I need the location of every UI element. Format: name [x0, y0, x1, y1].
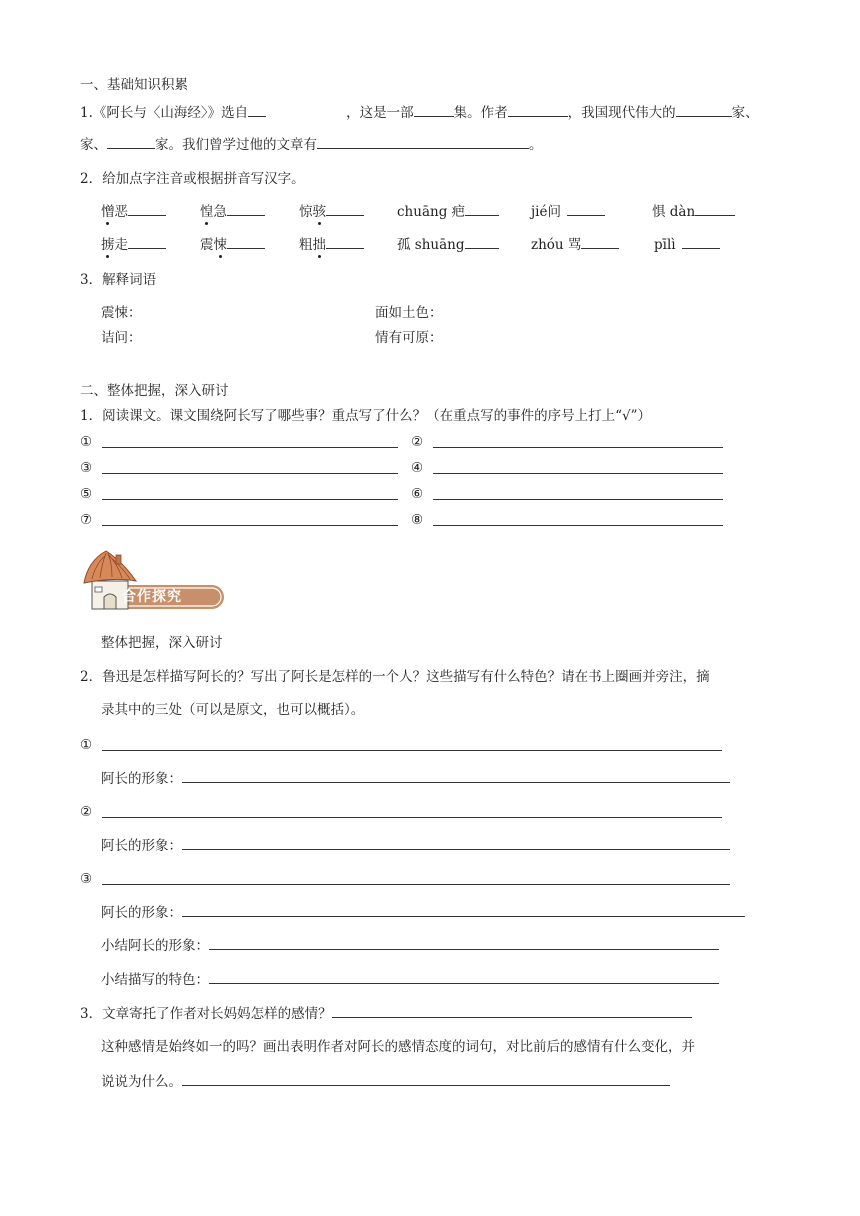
section-2-q1: 1．阅读课文。课文围绕阿长写了哪些事？重点写了什么？（在重点写的事件的序号上打上“√”） — [80, 408, 651, 424]
blank-articles[interactable] — [317, 134, 529, 149]
q2-title: 2．给加点字注音或根据拼音写汉字。 — [80, 171, 305, 187]
blank-collection[interactable] — [414, 102, 454, 117]
section-3-subtitle: 整体把握，深入研讨 — [101, 635, 223, 651]
image-line-2[interactable]: 阿长的形象： — [101, 835, 741, 856]
q2-item: 惶急 — [200, 201, 265, 222]
q1-part-3: 集。作者 — [453, 105, 508, 121]
q3-prompt-line-2: 这种感情是始终如一的吗？画出表明作者对阿长的感情态度的词句，对比前后的感情有什么变化，并 — [101, 1039, 695, 1055]
summary-style-line[interactable]: 小结描写的特色： — [101, 969, 741, 990]
q1-part-5: 家、 — [731, 105, 759, 121]
q1-part-4: ，我国现代伟大的 — [567, 105, 676, 121]
blank-role-1[interactable] — [676, 102, 732, 117]
q2-item: zhóu 骂 — [531, 234, 619, 255]
q2-item: chuāng 疤 — [397, 201, 499, 222]
q2-item: 掳走 — [101, 234, 166, 255]
term-zhensong: 震悚： — [101, 305, 142, 321]
section-2-title: 二、整体把握，深入研讨 — [80, 383, 229, 399]
q2-item: 孤 shuāng — [397, 234, 499, 255]
q2-item: 震悚 — [200, 234, 265, 255]
term-mianrutuse: 面如土色： — [375, 305, 443, 321]
blank-source[interactable] — [248, 102, 266, 117]
q2-item: pīlì — [654, 234, 720, 255]
term-qingyoukeyuan: 情有可原： — [375, 330, 443, 346]
cooperative-inquiry-banner — [78, 547, 228, 611]
event-line-5[interactable]: ⑤ — [80, 484, 400, 504]
q3-reason-line[interactable]: 说说为什么。 — [101, 1071, 701, 1092]
q2-prompt-line-1: 2．鲁迅是怎样描写阿长的？写出了阿长是怎样的一个人？这些描写有什么特色？请在书上圈画并旁注，摘 — [80, 669, 710, 685]
blank-author[interactable] — [508, 102, 568, 117]
excerpt-line-3[interactable]: ③ — [80, 869, 740, 889]
event-line-4[interactable]: ④ — [411, 458, 731, 478]
q3-feeling-line[interactable]: 3．文章寄托了作者对长妈妈怎样的感情？ — [80, 1003, 740, 1024]
event-line-8[interactable]: ⑧ — [411, 510, 731, 530]
image-line-1[interactable]: 阿长的形象： — [101, 768, 741, 789]
event-line-1[interactable]: ① — [80, 432, 400, 452]
q1-part-8: 。 — [529, 137, 543, 153]
q2-item: 惧 dàn — [652, 201, 735, 222]
q2-item: 惊骇 — [299, 201, 364, 222]
q1-part-6: 家、 — [80, 137, 107, 153]
q2-item: 憎恶 — [101, 201, 166, 222]
q1-line-1 — [80, 102, 759, 123]
event-line-3[interactable]: ③ — [80, 458, 400, 478]
summary-image-line[interactable]: 小结阿长的形象： — [101, 935, 741, 956]
excerpt-line-1[interactable]: ① — [80, 735, 740, 755]
q1-part-1: 1.《阿长与〈山海经〉》选自 — [80, 105, 249, 121]
q3-title: 3．解释词语 — [80, 272, 157, 288]
event-line-7[interactable]: ⑦ — [80, 510, 400, 530]
excerpt-line-2[interactable]: ② — [80, 802, 740, 822]
q2-row-2 — [101, 234, 761, 254]
q2-prompt-line-2: 录其中的三处（可以是原文，也可以概括）。 — [101, 702, 365, 718]
image-line-3[interactable]: 阿长的形象： — [101, 902, 761, 923]
blank-role-2[interactable] — [107, 134, 155, 149]
q2-row-1 — [101, 201, 761, 221]
term-jiewen: 诘问： — [101, 330, 142, 346]
q2-item: jié问 — [531, 201, 605, 222]
section-1-title: 一、基础知识积累 — [80, 77, 188, 93]
event-line-6[interactable]: ⑥ — [411, 484, 731, 504]
banner-label: 合作探究 — [122, 589, 182, 605]
q1-line-2 — [80, 134, 543, 155]
q1-part-7: 家。我们曾学过他的文章有 — [155, 137, 317, 153]
q1-part-2: ，这是一部 — [346, 105, 414, 121]
q2-item: 粗拙 — [299, 234, 364, 255]
event-line-2[interactable]: ② — [411, 432, 731, 452]
